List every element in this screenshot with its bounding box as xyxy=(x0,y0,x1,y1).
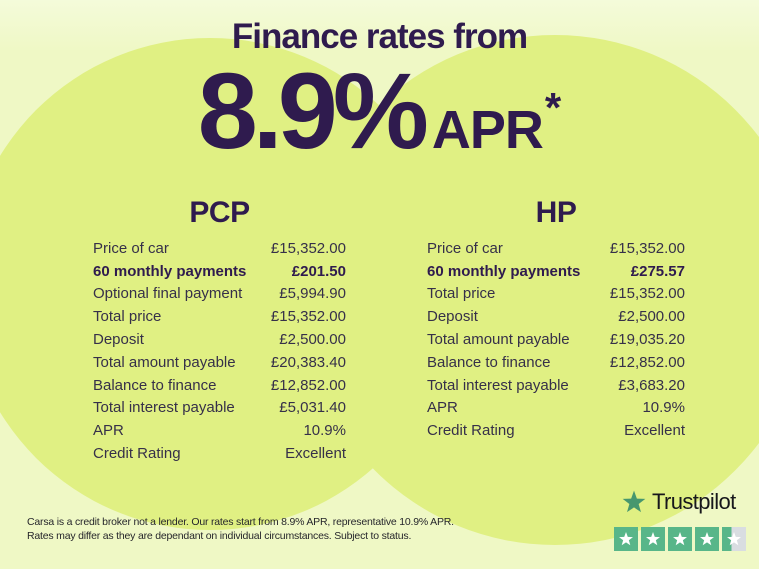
legal-disclaimer xyxy=(27,516,467,543)
row-value: £15,352.00 xyxy=(609,285,685,303)
row-label: Total interest payable xyxy=(93,399,235,417)
star-box-2 xyxy=(641,527,665,551)
rate-value: 8.9% xyxy=(197,50,424,171)
row-label: Balance to finance xyxy=(427,353,551,371)
row-value: £5,994.90 xyxy=(279,285,346,303)
headline-rate: 8.9% APR * xyxy=(197,50,562,171)
row-label: Price of car xyxy=(427,239,503,257)
star-icon xyxy=(699,531,715,547)
star-icon xyxy=(645,531,661,547)
row-label: Credit Rating xyxy=(93,445,181,463)
row-label: Total price xyxy=(427,285,496,303)
row-label: 60 monthly payments xyxy=(93,262,247,280)
table-row xyxy=(93,397,346,420)
row-value: £201.50 xyxy=(291,262,346,280)
row-label: Total price xyxy=(93,308,162,326)
row-label: 60 monthly payments xyxy=(427,262,581,280)
hp-table xyxy=(427,197,685,442)
row-value: £3,683.20 xyxy=(618,376,685,394)
table-row xyxy=(427,260,685,283)
row-label: Total amount payable xyxy=(427,331,570,349)
row-label: Balance to finance xyxy=(93,376,217,394)
disclaimer-line-1: Carsa is a credit broker not a lender. Our rates start from 8.9% APR, representative 10.9% APR. xyxy=(27,516,454,528)
table-row xyxy=(427,237,685,260)
row-value: £12,852.00 xyxy=(270,376,346,394)
row-value: 10.9% xyxy=(303,422,346,440)
row-label: Credit Rating xyxy=(427,422,515,440)
table-row xyxy=(93,442,346,465)
row-value: 10.9% xyxy=(642,399,685,417)
row-value: Excellent xyxy=(624,422,685,440)
row-label: Deposit xyxy=(427,308,478,326)
table-row xyxy=(427,283,685,306)
table-row xyxy=(427,328,685,351)
row-label: APR xyxy=(93,422,124,440)
trustpilot-rating-stars[interactable] xyxy=(614,527,746,551)
star-icon xyxy=(618,531,634,547)
row-value: £15,352.00 xyxy=(609,239,685,257)
table-row xyxy=(93,305,346,328)
table-row xyxy=(427,397,685,420)
table-row xyxy=(93,419,346,442)
row-value: £15,352.00 xyxy=(270,239,346,257)
row-value: £15,352.00 xyxy=(270,308,346,326)
table-row xyxy=(427,419,685,442)
row-label: Price of car xyxy=(93,239,169,257)
row-label: Deposit xyxy=(93,331,144,349)
hp-table-title: HP xyxy=(535,196,577,229)
table-row xyxy=(93,328,346,351)
rate-apr-label: APR xyxy=(431,100,543,160)
star-icon xyxy=(726,531,742,547)
table-row xyxy=(93,237,346,260)
trustpilot-wordmark: Trustpilot xyxy=(652,489,736,514)
row-value: £20,383.40 xyxy=(270,353,346,371)
table-row xyxy=(93,283,346,306)
star-box-3 xyxy=(668,527,692,551)
row-value: £5,031.40 xyxy=(279,399,346,417)
pcp-table-title: PCP xyxy=(189,196,250,229)
row-label: APR xyxy=(427,399,458,417)
star-box-1 xyxy=(614,527,638,551)
table-row xyxy=(427,351,685,374)
table-row xyxy=(93,374,346,397)
table-row xyxy=(427,305,685,328)
row-value: Excellent xyxy=(285,445,346,463)
pcp-table xyxy=(93,197,346,465)
row-label: Total interest payable xyxy=(427,376,569,394)
row-value: £2,500.00 xyxy=(618,308,685,326)
row-label: Total amount payable xyxy=(93,353,236,371)
star-icon xyxy=(672,531,688,547)
table-row xyxy=(93,351,346,374)
row-label: Optional final payment xyxy=(93,285,243,303)
table-row xyxy=(427,374,685,397)
trustpilot-logo[interactable] xyxy=(621,489,736,515)
row-value: £12,852.00 xyxy=(609,353,685,371)
star-box-4 xyxy=(695,527,719,551)
banner-title: Finance rates from xyxy=(231,17,528,56)
table-row xyxy=(93,260,346,283)
row-value: £19,035.20 xyxy=(609,331,685,349)
trustpilot-star-icon xyxy=(621,489,647,515)
star-box-5-partial xyxy=(722,527,746,551)
row-value: £275.57 xyxy=(630,262,685,280)
disclaimer-line-2: Rates may differ as they are dependant on individual circumstances. Subject to status. xyxy=(27,529,412,542)
row-value: £2,500.00 xyxy=(279,331,346,349)
